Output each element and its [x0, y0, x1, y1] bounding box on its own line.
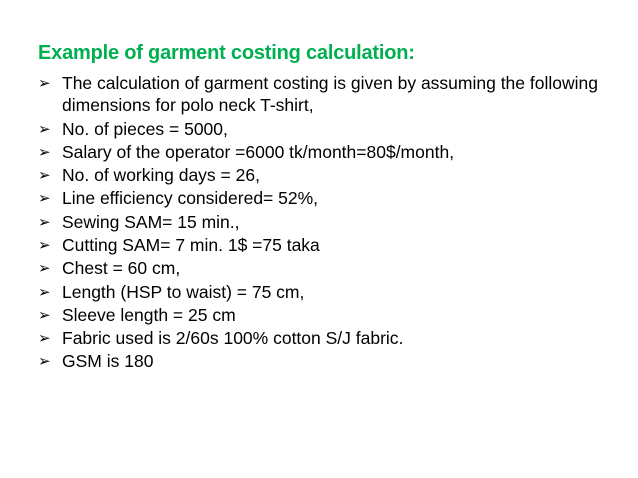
arrowhead-bullet-icon: ➢ — [38, 212, 51, 231]
bullet-text: GSM is 180 — [62, 351, 154, 372]
arrowhead-bullet-icon: ➢ — [38, 259, 51, 278]
bullet-text: Chest = 60 cm, — [62, 258, 181, 279]
bullet-item — [38, 351, 618, 373]
bullet-item — [38, 165, 618, 187]
bullet-text: Sewing SAM= 15 min., — [62, 211, 240, 232]
bullet-item — [38, 328, 618, 350]
bullet-item — [38, 188, 618, 210]
bullet-text: Sleeve length = 25 cm — [62, 304, 236, 325]
bullet-item — [38, 142, 618, 164]
bullet-list — [38, 73, 618, 375]
bullet-item — [38, 305, 618, 327]
bullet-item — [38, 282, 618, 304]
bullet-text: No. of pieces = 5000, — [62, 118, 228, 139]
arrowhead-bullet-icon: ➢ — [38, 74, 51, 92]
bullet-text: The calculation of garment costing is given by assuming the following dimensions for polo neck T-shirt, — [62, 73, 598, 115]
arrowhead-bullet-icon: ➢ — [38, 235, 51, 254]
arrowhead-bullet-icon: ➢ — [38, 142, 51, 161]
arrowhead-bullet-icon: ➢ — [38, 329, 51, 348]
bullet-text: Length (HSP to waist) = 75 cm, — [62, 281, 305, 302]
bullet-item — [38, 119, 618, 141]
bullet-text: Cutting SAM= 7 min. 1$ =75 taka — [62, 234, 320, 255]
bullet-item — [38, 73, 618, 116]
slide-title: Example of garment costing calculation: — [38, 42, 415, 64]
arrowhead-bullet-icon: ➢ — [38, 119, 51, 138]
bullet-item — [38, 258, 618, 280]
arrowhead-bullet-icon: ➢ — [38, 352, 51, 371]
bullet-text: Fabric used is 2/60s 100% cotton S/J fabric. — [62, 328, 404, 349]
bullet-item — [38, 235, 618, 257]
bullet-text: Salary of the operator =6000 tk/month=80$/month, — [62, 141, 455, 162]
bullet-item — [38, 212, 618, 234]
arrowhead-bullet-icon: ➢ — [38, 189, 51, 208]
arrowhead-bullet-icon: ➢ — [38, 282, 51, 301]
bullet-text: Line efficiency considered= 52%, — [62, 188, 319, 209]
arrowhead-bullet-icon: ➢ — [38, 305, 51, 324]
bullet-text: No. of working days = 26, — [62, 165, 260, 186]
arrowhead-bullet-icon: ➢ — [38, 166, 51, 185]
